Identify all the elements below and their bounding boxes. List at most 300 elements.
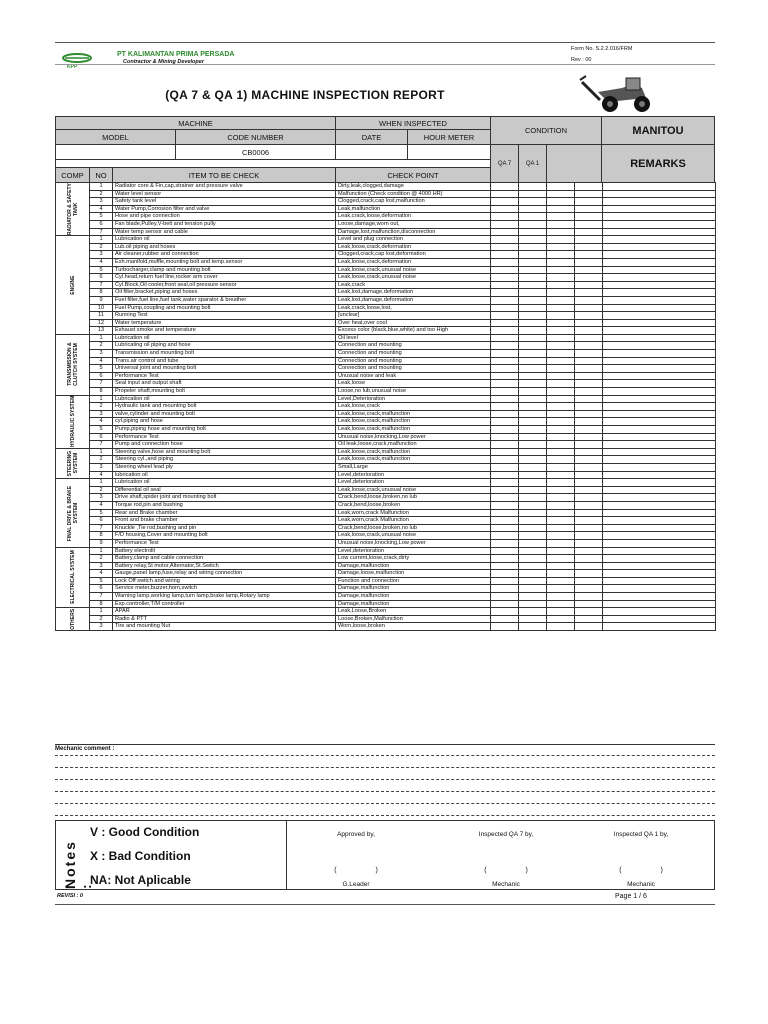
remarks-cell[interactable] [603, 463, 716, 471]
extra-cell[interactable] [547, 426, 575, 434]
qa1-cell[interactable] [519, 471, 547, 479]
qa7-cell[interactable] [491, 304, 519, 312]
extra-cell[interactable] [575, 433, 603, 441]
qa7-cell[interactable] [491, 410, 519, 418]
remarks-cell[interactable] [603, 372, 716, 380]
remarks-cell[interactable] [603, 486, 716, 494]
qa7-cell[interactable] [491, 274, 519, 282]
extra-cell[interactable] [547, 251, 575, 259]
extra-cell[interactable] [575, 380, 603, 388]
remarks-cell[interactable] [603, 509, 716, 517]
qa7-cell[interactable] [491, 615, 519, 623]
remarks-cell[interactable] [603, 304, 716, 312]
extra-cell[interactable] [547, 274, 575, 282]
qa7-cell[interactable] [491, 494, 519, 502]
qa1-cell[interactable] [519, 570, 547, 578]
extra-cell[interactable] [575, 395, 603, 403]
qa7-cell[interactable] [491, 198, 519, 206]
remarks-cell[interactable] [603, 334, 716, 342]
extra-cell[interactable] [547, 190, 575, 198]
extra-cell[interactable] [575, 289, 603, 297]
extra-cell[interactable] [575, 388, 603, 396]
extra-cell[interactable] [575, 600, 603, 608]
qa7-cell[interactable] [491, 289, 519, 297]
qa1-cell[interactable] [519, 213, 547, 221]
qa1-cell[interactable] [519, 198, 547, 206]
remarks-cell[interactable] [603, 213, 716, 221]
qa1-cell[interactable] [519, 547, 547, 555]
extra-cell[interactable] [575, 304, 603, 312]
remarks-cell[interactable] [603, 251, 716, 259]
remarks-cell[interactable] [603, 380, 716, 388]
extra-cell[interactable] [547, 372, 575, 380]
extra-cell[interactable] [575, 615, 603, 623]
qa7-cell[interactable] [491, 296, 519, 304]
qa7-cell[interactable] [491, 524, 519, 532]
qa7-cell[interactable] [491, 243, 519, 251]
remarks-cell[interactable] [603, 426, 716, 434]
qa7-cell[interactable] [491, 463, 519, 471]
extra-cell[interactable] [547, 494, 575, 502]
extra-cell[interactable] [547, 486, 575, 494]
remarks-cell[interactable] [603, 494, 716, 502]
qa1-cell[interactable] [519, 600, 547, 608]
extra-cell[interactable] [547, 198, 575, 206]
remarks-cell[interactable] [603, 312, 716, 320]
remarks-cell[interactable] [603, 471, 716, 479]
extra-cell[interactable] [575, 441, 603, 449]
extra-cell[interactable] [575, 334, 603, 342]
extra-cell[interactable] [547, 555, 575, 563]
extra-cell[interactable] [575, 608, 603, 616]
remarks-cell[interactable] [603, 577, 716, 585]
extra-cell[interactable] [575, 327, 603, 335]
qa1-cell[interactable] [519, 517, 547, 525]
remarks-cell[interactable] [603, 357, 716, 365]
extra-cell[interactable] [547, 517, 575, 525]
remarks-cell[interactable] [603, 570, 716, 578]
extra-cell[interactable] [575, 524, 603, 532]
extra-cell[interactable] [575, 486, 603, 494]
extra-cell[interactable] [575, 562, 603, 570]
qa7-cell[interactable] [491, 403, 519, 411]
extra-cell[interactable] [547, 585, 575, 593]
extra-cell[interactable] [575, 517, 603, 525]
qa1-cell[interactable] [519, 372, 547, 380]
qa1-cell[interactable] [519, 251, 547, 259]
qa1-cell[interactable] [519, 281, 547, 289]
remarks-cell[interactable] [603, 319, 716, 327]
extra-cell[interactable] [547, 463, 575, 471]
extra-cell[interactable] [547, 289, 575, 297]
qa7-cell[interactable] [491, 608, 519, 616]
extra-cell[interactable] [575, 312, 603, 320]
extra-cell[interactable] [575, 266, 603, 274]
extra-cell[interactable] [575, 357, 603, 365]
qa7-cell[interactable] [491, 517, 519, 525]
remarks-cell[interactable] [603, 266, 716, 274]
qa7-cell[interactable] [491, 350, 519, 358]
remarks-cell[interactable] [603, 532, 716, 540]
extra-cell[interactable] [547, 380, 575, 388]
extra-cell[interactable] [575, 623, 603, 631]
qa7-cell[interactable] [491, 372, 519, 380]
extra-cell[interactable] [575, 342, 603, 350]
qa7-cell[interactable] [491, 585, 519, 593]
qa7-cell[interactable] [491, 357, 519, 365]
remarks-cell[interactable] [603, 274, 716, 282]
remarks-cell[interactable] [603, 441, 716, 449]
extra-cell[interactable] [547, 562, 575, 570]
qa1-cell[interactable] [519, 266, 547, 274]
extra-cell[interactable] [547, 539, 575, 547]
qa1-cell[interactable] [519, 615, 547, 623]
qa7-cell[interactable] [491, 547, 519, 555]
qa1-cell[interactable] [519, 388, 547, 396]
extra-cell[interactable] [575, 228, 603, 236]
qa7-cell[interactable] [491, 228, 519, 236]
extra-cell[interactable] [547, 357, 575, 365]
qa7-cell[interactable] [491, 220, 519, 228]
extra-cell[interactable] [575, 539, 603, 547]
qa1-cell[interactable] [519, 220, 547, 228]
qa1-cell[interactable] [519, 456, 547, 464]
remarks-cell[interactable] [603, 228, 716, 236]
remarks-cell[interactable] [603, 456, 716, 464]
qa7-cell[interactable] [491, 433, 519, 441]
qa7-cell[interactable] [491, 327, 519, 335]
extra-cell[interactable] [547, 365, 575, 373]
extra-cell[interactable] [547, 350, 575, 358]
qa1-cell[interactable] [519, 274, 547, 282]
qa7-cell[interactable] [491, 441, 519, 449]
extra-cell[interactable] [547, 213, 575, 221]
extra-cell[interactable] [547, 266, 575, 274]
qa7-signature[interactable]: ( ) [484, 867, 528, 874]
remarks-cell[interactable] [603, 555, 716, 563]
qa1-signature[interactable]: ( ) [619, 867, 663, 874]
extra-cell[interactable] [547, 608, 575, 616]
extra-cell[interactable] [575, 183, 603, 191]
qa7-cell[interactable] [491, 539, 519, 547]
qa7-cell[interactable] [491, 312, 519, 320]
extra-cell[interactable] [547, 593, 575, 601]
remarks-cell[interactable] [603, 395, 716, 403]
qa7-cell[interactable] [491, 448, 519, 456]
extra-cell[interactable] [547, 501, 575, 509]
qa7-cell[interactable] [491, 213, 519, 221]
extra-cell[interactable] [547, 456, 575, 464]
qa1-cell[interactable] [519, 319, 547, 327]
extra-cell[interactable] [547, 418, 575, 426]
qa1-cell[interactable] [519, 312, 547, 320]
remarks-cell[interactable] [603, 388, 716, 396]
extra-cell[interactable] [547, 258, 575, 266]
qa7-cell[interactable] [491, 593, 519, 601]
extra-cell[interactable] [575, 471, 603, 479]
qa7-cell[interactable] [491, 479, 519, 487]
remarks-cell[interactable] [603, 539, 716, 547]
qa7-cell[interactable] [491, 426, 519, 434]
qa7-cell[interactable] [491, 334, 519, 342]
qa7-cell[interactable] [491, 418, 519, 426]
remarks-cell[interactable] [603, 623, 716, 631]
qa1-cell[interactable] [519, 593, 547, 601]
remarks-cell[interactable] [603, 296, 716, 304]
extra-cell[interactable] [575, 205, 603, 213]
qa1-cell[interactable] [519, 501, 547, 509]
qa1-cell[interactable] [519, 494, 547, 502]
extra-cell[interactable] [575, 365, 603, 373]
extra-cell[interactable] [575, 532, 603, 540]
extra-cell[interactable] [575, 509, 603, 517]
extra-cell[interactable] [547, 479, 575, 487]
extra-cell[interactable] [547, 388, 575, 396]
extra-cell[interactable] [547, 448, 575, 456]
remarks-cell[interactable] [603, 258, 716, 266]
extra-cell[interactable] [547, 577, 575, 585]
qa7-cell[interactable] [491, 486, 519, 494]
extra-cell[interactable] [547, 547, 575, 555]
extra-cell[interactable] [575, 281, 603, 289]
extra-cell[interactable] [547, 319, 575, 327]
qa7-cell[interactable] [491, 365, 519, 373]
qa7-cell[interactable] [491, 562, 519, 570]
qa1-cell[interactable] [519, 350, 547, 358]
extra-cell[interactable] [547, 220, 575, 228]
extra-cell[interactable] [575, 190, 603, 198]
extra-cell[interactable] [575, 410, 603, 418]
extra-cell[interactable] [575, 585, 603, 593]
code-number-value[interactable]: CB0006 [175, 144, 336, 160]
extra-cell[interactable] [575, 555, 603, 563]
extra-cell[interactable] [575, 547, 603, 555]
qa7-cell[interactable] [491, 251, 519, 259]
qa1-cell[interactable] [519, 539, 547, 547]
qa1-cell[interactable] [519, 365, 547, 373]
qa1-cell[interactable] [519, 304, 547, 312]
extra-cell[interactable] [575, 456, 603, 464]
qa7-cell[interactable] [491, 266, 519, 274]
extra-cell[interactable] [575, 479, 603, 487]
qa1-cell[interactable] [519, 228, 547, 236]
extra-cell[interactable] [575, 319, 603, 327]
extra-cell[interactable] [547, 471, 575, 479]
qa7-cell[interactable] [491, 380, 519, 388]
remarks-cell[interactable] [603, 236, 716, 244]
extra-cell[interactable] [575, 593, 603, 601]
qa1-cell[interactable] [519, 190, 547, 198]
qa7-cell[interactable] [491, 319, 519, 327]
extra-cell[interactable] [575, 426, 603, 434]
extra-cell[interactable] [575, 243, 603, 251]
qa1-cell[interactable] [519, 623, 547, 631]
qa7-cell[interactable] [491, 600, 519, 608]
qa1-cell[interactable] [519, 395, 547, 403]
remarks-cell[interactable] [603, 501, 716, 509]
remarks-cell[interactable] [603, 585, 716, 593]
extra-cell[interactable] [575, 501, 603, 509]
qa1-cell[interactable] [519, 562, 547, 570]
qa7-cell[interactable] [491, 190, 519, 198]
extra-cell[interactable] [547, 228, 575, 236]
remarks-cell[interactable] [603, 198, 716, 206]
qa1-cell[interactable] [519, 577, 547, 585]
extra-cell[interactable] [547, 570, 575, 578]
qa7-cell[interactable] [491, 577, 519, 585]
qa1-cell[interactable] [519, 236, 547, 244]
extra-cell[interactable] [575, 251, 603, 259]
extra-cell[interactable] [575, 350, 603, 358]
qa1-cell[interactable] [519, 448, 547, 456]
model-value[interactable] [55, 144, 176, 160]
extra-cell[interactable] [547, 342, 575, 350]
qa7-cell[interactable] [491, 623, 519, 631]
extra-cell[interactable] [575, 372, 603, 380]
extra-cell[interactable] [575, 570, 603, 578]
extra-cell[interactable] [575, 220, 603, 228]
remarks-cell[interactable] [603, 220, 716, 228]
qa7-cell[interactable] [491, 205, 519, 213]
qa7-cell[interactable] [491, 395, 519, 403]
qa1-cell[interactable] [519, 555, 547, 563]
qa1-cell[interactable] [519, 418, 547, 426]
extra-cell[interactable] [547, 524, 575, 532]
extra-cell[interactable] [575, 198, 603, 206]
qa7-cell[interactable] [491, 236, 519, 244]
extra-cell[interactable] [547, 410, 575, 418]
qa7-cell[interactable] [491, 555, 519, 563]
qa1-cell[interactable] [519, 357, 547, 365]
qa1-cell[interactable] [519, 486, 547, 494]
extra-cell[interactable] [575, 236, 603, 244]
qa7-cell[interactable] [491, 570, 519, 578]
qa7-cell[interactable] [491, 281, 519, 289]
remarks-cell[interactable] [603, 289, 716, 297]
qa1-cell[interactable] [519, 289, 547, 297]
remarks-cell[interactable] [603, 342, 716, 350]
qa7-cell[interactable] [491, 509, 519, 517]
remarks-cell[interactable] [603, 600, 716, 608]
extra-cell[interactable] [547, 281, 575, 289]
qa1-cell[interactable] [519, 334, 547, 342]
qa1-cell[interactable] [519, 342, 547, 350]
extra-cell[interactable] [575, 213, 603, 221]
remarks-cell[interactable] [603, 183, 716, 191]
extra-cell[interactable] [547, 236, 575, 244]
extra-cell[interactable] [547, 327, 575, 335]
remarks-cell[interactable] [603, 281, 716, 289]
extra-cell[interactable] [547, 296, 575, 304]
remarks-cell[interactable] [603, 365, 716, 373]
qa7-cell[interactable] [491, 456, 519, 464]
remarks-cell[interactable] [603, 418, 716, 426]
extra-cell[interactable] [547, 395, 575, 403]
extra-cell[interactable] [547, 433, 575, 441]
hour-meter-value[interactable] [407, 144, 491, 160]
qa1-cell[interactable] [519, 243, 547, 251]
extra-cell[interactable] [575, 296, 603, 304]
extra-cell[interactable] [547, 205, 575, 213]
remarks-cell[interactable] [603, 562, 716, 570]
extra-cell[interactable] [547, 312, 575, 320]
extra-cell[interactable] [575, 418, 603, 426]
remarks-cell[interactable] [603, 593, 716, 601]
remarks-cell[interactable] [603, 243, 716, 251]
extra-cell[interactable] [575, 494, 603, 502]
qa7-cell[interactable] [491, 258, 519, 266]
qa7-cell[interactable] [491, 532, 519, 540]
remarks-cell[interactable] [603, 524, 716, 532]
extra-cell[interactable] [575, 463, 603, 471]
remarks-cell[interactable] [603, 615, 716, 623]
qa7-cell[interactable] [491, 183, 519, 191]
qa1-cell[interactable] [519, 509, 547, 517]
qa1-cell[interactable] [519, 585, 547, 593]
remarks-cell[interactable] [603, 547, 716, 555]
approved-signature[interactable]: ( ) [334, 867, 378, 874]
qa1-cell[interactable] [519, 608, 547, 616]
extra-cell[interactable] [575, 258, 603, 266]
remarks-cell[interactable] [603, 190, 716, 198]
extra-cell[interactable] [575, 403, 603, 411]
remarks-cell[interactable] [603, 350, 716, 358]
qa1-cell[interactable] [519, 479, 547, 487]
qa7-cell[interactable] [491, 342, 519, 350]
remarks-cell[interactable] [603, 448, 716, 456]
remarks-cell[interactable] [603, 479, 716, 487]
qa1-cell[interactable] [519, 463, 547, 471]
qa1-cell[interactable] [519, 524, 547, 532]
qa1-cell[interactable] [519, 433, 547, 441]
remarks-cell[interactable] [603, 327, 716, 335]
extra-cell[interactable] [547, 600, 575, 608]
extra-cell[interactable] [547, 441, 575, 449]
qa1-cell[interactable] [519, 258, 547, 266]
extra-cell[interactable] [575, 274, 603, 282]
extra-cell[interactable] [575, 448, 603, 456]
qa7-cell[interactable] [491, 501, 519, 509]
remarks-cell[interactable] [603, 205, 716, 213]
qa1-cell[interactable] [519, 327, 547, 335]
extra-cell[interactable] [547, 615, 575, 623]
qa1-cell[interactable] [519, 532, 547, 540]
extra-cell[interactable] [547, 304, 575, 312]
qa1-cell[interactable] [519, 183, 547, 191]
remarks-cell[interactable] [603, 410, 716, 418]
extra-cell[interactable] [547, 183, 575, 191]
extra-cell[interactable] [547, 334, 575, 342]
qa1-cell[interactable] [519, 426, 547, 434]
qa7-cell[interactable] [491, 388, 519, 396]
extra-cell[interactable] [547, 623, 575, 631]
remarks-cell[interactable] [603, 433, 716, 441]
remarks-cell[interactable] [603, 608, 716, 616]
remarks-cell[interactable] [603, 517, 716, 525]
extra-cell[interactable] [547, 403, 575, 411]
remarks-cell[interactable] [603, 403, 716, 411]
qa1-cell[interactable] [519, 380, 547, 388]
date-value[interactable] [335, 144, 408, 160]
qa7-cell[interactable] [491, 471, 519, 479]
qa1-cell[interactable] [519, 410, 547, 418]
extra-cell[interactable] [547, 532, 575, 540]
qa1-cell[interactable] [519, 441, 547, 449]
extra-cell[interactable] [547, 243, 575, 251]
qa1-cell[interactable] [519, 403, 547, 411]
extra-cell[interactable] [547, 509, 575, 517]
extra-cell[interactable] [575, 577, 603, 585]
